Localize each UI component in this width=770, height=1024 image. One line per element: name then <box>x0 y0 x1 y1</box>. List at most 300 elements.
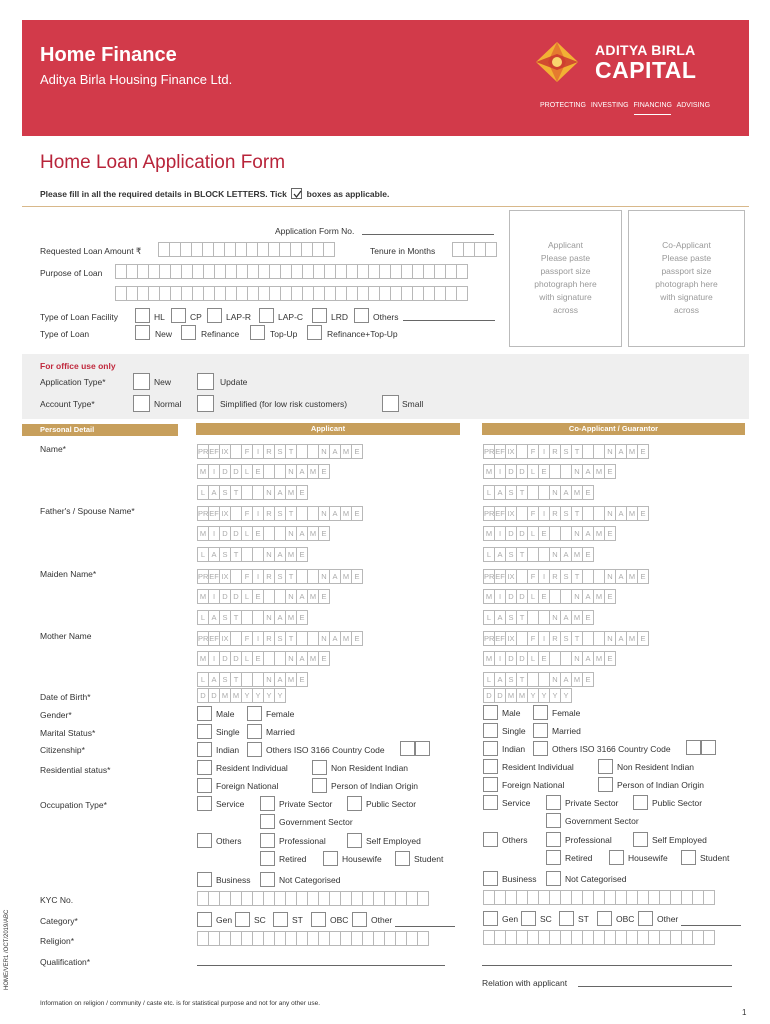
char-cell[interactable]: S <box>505 610 517 625</box>
char-cell[interactable]: T <box>230 672 242 687</box>
name-row-middle[interactable] <box>197 526 329 541</box>
char-cell[interactable]: M <box>593 464 605 479</box>
char-cell[interactable]: E <box>604 589 616 604</box>
char-cell[interactable]: E <box>637 631 649 646</box>
co-housewife-checkbox[interactable] <box>609 850 624 865</box>
co-religion-field[interactable] <box>483 930 714 945</box>
char-cell[interactable]: D <box>505 464 517 479</box>
char-cell[interactable]: N <box>263 547 275 562</box>
co-public-checkbox[interactable] <box>633 795 648 810</box>
char-cell[interactable]: A <box>494 547 506 562</box>
facility-lapc-checkbox[interactable] <box>259 308 274 323</box>
char-cell[interactable]: S <box>274 569 286 584</box>
char-cell[interactable]: M <box>571 672 583 687</box>
char-cell[interactable]: E <box>582 672 594 687</box>
app-male-checkbox[interactable] <box>197 706 212 721</box>
app-private-checkbox[interactable] <box>260 796 275 811</box>
app-religion-field[interactable] <box>197 931 428 946</box>
name-row-middle[interactable] <box>483 526 615 541</box>
char-cell[interactable]: E <box>637 569 649 584</box>
co-female-checkbox[interactable] <box>533 705 548 720</box>
char-cell[interactable]: N <box>318 569 330 584</box>
char-cell[interactable]: M <box>593 526 605 541</box>
char-cell[interactable]: M <box>197 651 209 666</box>
app-other-checkbox[interactable] <box>352 912 367 927</box>
acc-type-simplified-checkbox[interactable] <box>197 395 214 412</box>
char-cell[interactable]: I <box>538 569 550 584</box>
app-married-checkbox[interactable] <box>247 724 262 739</box>
char-cell[interactable]: T <box>230 485 242 500</box>
char-cell[interactable]: M <box>571 547 583 562</box>
char-cell[interactable]: M <box>307 651 319 666</box>
co-obc-checkbox[interactable] <box>597 911 612 926</box>
co-st-checkbox[interactable] <box>559 911 574 926</box>
char-cell[interactable]: N <box>549 547 561 562</box>
acc-type-small-checkbox[interactable] <box>382 395 399 412</box>
char-cell[interactable]: A <box>329 569 341 584</box>
char-cell[interactable]: M <box>593 589 605 604</box>
char-cell[interactable]: M <box>626 631 638 646</box>
app-obc-checkbox[interactable] <box>311 912 326 927</box>
app-business-checkbox[interactable] <box>197 872 212 887</box>
char-cell[interactable]: D <box>494 688 506 703</box>
facility-cp-checkbox[interactable] <box>171 308 186 323</box>
facility-hl-checkbox[interactable] <box>135 308 150 323</box>
char-cell[interactable]: E <box>604 526 616 541</box>
char-cell[interactable]: S <box>560 569 572 584</box>
char-cell[interactable]: I <box>494 651 506 666</box>
char-cell[interactable]: M <box>340 444 352 459</box>
name-row-middle[interactable] <box>197 589 329 604</box>
char-cell[interactable]: M <box>571 485 583 500</box>
char-cell[interactable]: D <box>230 651 242 666</box>
app-others-checkbox[interactable] <box>197 833 212 848</box>
co-sc-checkbox[interactable] <box>521 911 536 926</box>
char-cell[interactable]: EF <box>494 569 506 584</box>
name-row-first[interactable] <box>197 631 362 646</box>
char-cell[interactable]: M <box>483 526 495 541</box>
char-cell[interactable]: I <box>208 526 220 541</box>
char-cell[interactable]: D <box>208 688 220 703</box>
char-cell[interactable]: T <box>516 485 528 500</box>
char-cell[interactable]: T <box>516 610 528 625</box>
char-cell[interactable]: S <box>274 631 286 646</box>
char-cell[interactable]: N <box>571 651 583 666</box>
char-cell[interactable]: L <box>197 610 209 625</box>
facility-others-field[interactable] <box>403 320 495 321</box>
char-cell[interactable]: M <box>307 589 319 604</box>
char-cell[interactable]: M <box>197 589 209 604</box>
app-foreign-checkbox[interactable] <box>197 778 212 793</box>
char-cell[interactable]: N <box>263 485 275 500</box>
char-cell[interactable]: L <box>241 464 253 479</box>
co-nri-checkbox[interactable] <box>598 759 613 774</box>
char-cell[interactable]: S <box>219 672 231 687</box>
char-cell[interactable]: F <box>527 506 539 521</box>
char-cell[interactable]: T <box>285 506 297 521</box>
char-cell[interactable]: S <box>505 485 517 500</box>
co-student-checkbox[interactable] <box>681 850 696 865</box>
app-st-checkbox[interactable] <box>273 912 288 927</box>
char-cell[interactable]: T <box>285 569 297 584</box>
co-other-checkbox[interactable] <box>638 911 653 926</box>
char-cell[interactable]: E <box>351 506 363 521</box>
char-cell[interactable]: D <box>505 651 517 666</box>
char-cell[interactable]: A <box>560 485 572 500</box>
app-kyc-field[interactable] <box>197 891 428 906</box>
purpose-field-1[interactable] <box>115 264 467 279</box>
co-pio-checkbox[interactable] <box>598 777 613 792</box>
char-cell[interactable]: Y <box>274 688 286 703</box>
char-cell[interactable]: A <box>615 569 627 584</box>
char-cell[interactable]: S <box>274 444 286 459</box>
char-cell[interactable]: N <box>549 672 561 687</box>
char-cell[interactable]: A <box>494 672 506 687</box>
app-public-checkbox[interactable] <box>347 796 362 811</box>
char-cell[interactable]: I <box>538 506 550 521</box>
char-cell[interactable]: L <box>483 610 495 625</box>
char-cell[interactable]: Y <box>549 688 561 703</box>
name-row-first[interactable] <box>197 569 362 584</box>
char-cell[interactable]: T <box>285 444 297 459</box>
facility-lrd-checkbox[interactable] <box>312 308 327 323</box>
name-row-middle[interactable] <box>197 464 329 479</box>
char-cell[interactable]: IX <box>505 506 517 521</box>
char-cell[interactable]: E <box>296 485 308 500</box>
char-cell[interactable]: L <box>197 672 209 687</box>
char-cell[interactable]: M <box>626 444 638 459</box>
char-cell[interactable]: PR <box>483 444 495 459</box>
char-cell[interactable]: E <box>351 444 363 459</box>
name-row-last[interactable] <box>197 547 307 562</box>
char-cell[interactable]: D <box>516 651 528 666</box>
char-cell[interactable]: I <box>494 464 506 479</box>
name-row-middle[interactable] <box>483 589 615 604</box>
char-cell[interactable]: E <box>351 569 363 584</box>
char-cell[interactable]: A <box>560 672 572 687</box>
name-row-first[interactable] <box>197 444 362 459</box>
char-cell[interactable] <box>703 890 715 905</box>
char-cell[interactable]: PR <box>197 631 209 646</box>
char-cell[interactable]: N <box>604 506 616 521</box>
char-cell[interactable]: F <box>527 569 539 584</box>
app-resident-checkbox[interactable] <box>197 760 212 775</box>
co-self-employed-checkbox[interactable] <box>633 832 648 847</box>
char-cell[interactable]: I <box>252 444 264 459</box>
char-cell[interactable]: E <box>351 631 363 646</box>
name-row-last[interactable] <box>197 610 307 625</box>
name-row-first[interactable] <box>483 444 648 459</box>
char-cell[interactable]: R <box>549 569 561 584</box>
char-cell[interactable]: F <box>527 631 539 646</box>
char-cell[interactable]: S <box>505 547 517 562</box>
char-cell[interactable]: N <box>571 464 583 479</box>
type-topup-checkbox[interactable] <box>250 325 265 340</box>
char-cell[interactable]: D <box>219 651 231 666</box>
char-cell[interactable] <box>323 242 335 257</box>
name-row-first[interactable] <box>483 631 648 646</box>
dob-applicant-field[interactable] <box>197 688 285 703</box>
app-not-categorised-checkbox[interactable] <box>260 872 275 887</box>
char-cell[interactable]: A <box>560 610 572 625</box>
app-form-no-field[interactable] <box>362 234 494 235</box>
co-government-checkbox[interactable] <box>546 813 561 828</box>
char-cell[interactable]: M <box>285 547 297 562</box>
char-cell[interactable]: F <box>241 506 253 521</box>
char-cell[interactable]: I <box>252 506 264 521</box>
char-cell[interactable]: F <box>241 444 253 459</box>
char-cell[interactable]: A <box>329 631 341 646</box>
co-retired-checkbox[interactable] <box>546 850 561 865</box>
char-cell[interactable]: R <box>263 631 275 646</box>
co-professional-checkbox[interactable] <box>546 832 561 847</box>
co-resident-checkbox[interactable] <box>483 759 498 774</box>
relation-field[interactable] <box>578 986 732 987</box>
char-cell[interactable]: I <box>538 631 550 646</box>
app-single-checkbox[interactable] <box>197 724 212 739</box>
char-cell[interactable]: EF <box>208 569 220 584</box>
char-cell[interactable]: S <box>219 485 231 500</box>
co-gen-checkbox[interactable] <box>483 911 498 926</box>
name-row-last[interactable] <box>197 485 307 500</box>
qualification-applicant-field[interactable] <box>197 965 445 966</box>
name-row-first[interactable] <box>483 569 648 584</box>
char-cell[interactable]: D <box>516 464 528 479</box>
char-cell[interactable]: Y <box>263 688 275 703</box>
char-cell[interactable]: N <box>604 444 616 459</box>
char-cell[interactable]: T <box>571 506 583 521</box>
app-pio-checkbox[interactable] <box>312 778 327 793</box>
name-row-middle[interactable] <box>483 651 615 666</box>
applicant-photo-box[interactable]: Applicant Please paste passport size photograph here with signature across <box>509 210 622 347</box>
char-cell[interactable]: T <box>571 569 583 584</box>
char-cell[interactable]: Y <box>538 688 550 703</box>
acc-type-normal-checkbox[interactable] <box>133 395 150 412</box>
name-row-last[interactable] <box>483 547 593 562</box>
app-type-update-checkbox[interactable] <box>197 373 214 390</box>
co-not-categorised-checkbox[interactable] <box>546 871 561 886</box>
char-cell[interactable]: M <box>285 610 297 625</box>
char-cell[interactable]: D <box>197 688 209 703</box>
char-cell[interactable]: M <box>285 485 297 500</box>
char-cell[interactable]: PR <box>197 506 209 521</box>
app-self-employed-checkbox[interactable] <box>347 833 362 848</box>
char-cell[interactable]: N <box>571 526 583 541</box>
app-gen-checkbox[interactable] <box>197 912 212 927</box>
char-cell[interactable]: A <box>615 506 627 521</box>
char-cell[interactable] <box>417 931 429 946</box>
char-cell[interactable]: L <box>197 547 209 562</box>
char-cell[interactable] <box>417 891 429 906</box>
char-cell[interactable]: I <box>252 569 264 584</box>
char-cell[interactable]: R <box>549 631 561 646</box>
app-professional-checkbox[interactable] <box>260 833 275 848</box>
char-cell[interactable]: A <box>296 651 308 666</box>
char-cell[interactable]: D <box>516 589 528 604</box>
char-cell[interactable]: I <box>252 631 264 646</box>
char-cell[interactable]: A <box>296 464 308 479</box>
char-cell[interactable]: D <box>505 526 517 541</box>
app-indian-checkbox[interactable] <box>197 742 212 757</box>
char-cell[interactable]: E <box>637 506 649 521</box>
char-cell[interactable]: A <box>296 526 308 541</box>
requested-amount-field[interactable] <box>158 242 334 257</box>
char-cell[interactable] <box>703 930 715 945</box>
char-cell[interactable]: PR <box>197 444 209 459</box>
char-cell[interactable]: M <box>219 688 231 703</box>
co-male-checkbox[interactable] <box>483 705 498 720</box>
char-cell[interactable]: IX <box>219 444 231 459</box>
co-country-code-1[interactable] <box>686 740 701 755</box>
co-single-checkbox[interactable] <box>483 723 498 738</box>
char-cell[interactable]: EF <box>494 444 506 459</box>
char-cell[interactable]: IX <box>505 444 517 459</box>
char-cell[interactable]: L <box>241 589 253 604</box>
char-cell[interactable]: D <box>219 589 231 604</box>
char-cell[interactable]: L <box>527 526 539 541</box>
char-cell[interactable]: PR <box>483 631 495 646</box>
char-cell[interactable]: IX <box>219 569 231 584</box>
char-cell[interactable]: Y <box>527 688 539 703</box>
char-cell[interactable]: E <box>252 589 264 604</box>
char-cell[interactable]: A <box>274 672 286 687</box>
app-service-checkbox[interactable] <box>197 796 212 811</box>
char-cell[interactable]: D <box>230 464 242 479</box>
char-cell[interactable]: E <box>252 526 264 541</box>
facility-lapr-checkbox[interactable] <box>207 308 222 323</box>
char-cell[interactable]: S <box>274 506 286 521</box>
char-cell[interactable]: EF <box>208 506 220 521</box>
char-cell[interactable]: D <box>483 688 495 703</box>
char-cell[interactable]: N <box>604 631 616 646</box>
char-cell[interactable]: A <box>582 464 594 479</box>
char-cell[interactable]: E <box>318 589 330 604</box>
char-cell[interactable]: E <box>318 464 330 479</box>
char-cell[interactable]: T <box>230 610 242 625</box>
char-cell[interactable]: R <box>549 444 561 459</box>
char-cell[interactable]: N <box>285 464 297 479</box>
qualification-coapplicant-field[interactable] <box>482 965 732 966</box>
char-cell[interactable]: S <box>560 631 572 646</box>
char-cell[interactable]: A <box>296 589 308 604</box>
char-cell[interactable]: E <box>582 485 594 500</box>
char-cell[interactable]: A <box>208 610 220 625</box>
char-cell[interactable]: L <box>483 672 495 687</box>
char-cell[interactable]: M <box>571 610 583 625</box>
char-cell[interactable]: EF <box>494 631 506 646</box>
char-cell[interactable]: E <box>318 651 330 666</box>
char-cell[interactable]: T <box>571 631 583 646</box>
name-row-first[interactable] <box>197 506 362 521</box>
char-cell[interactable]: T <box>571 444 583 459</box>
char-cell[interactable]: EF <box>494 506 506 521</box>
name-row-last[interactable] <box>483 672 593 687</box>
char-cell[interactable]: L <box>527 589 539 604</box>
char-cell[interactable]: R <box>263 569 275 584</box>
app-others-country-checkbox[interactable] <box>247 742 262 757</box>
app-other-category-field[interactable] <box>395 926 455 927</box>
char-cell[interactable]: R <box>549 506 561 521</box>
char-cell[interactable]: IX <box>219 506 231 521</box>
app-country-code-1[interactable] <box>400 741 415 756</box>
char-cell[interactable]: A <box>274 485 286 500</box>
char-cell[interactable]: A <box>582 589 594 604</box>
char-cell[interactable]: A <box>208 547 220 562</box>
char-cell[interactable]: A <box>494 610 506 625</box>
char-cell[interactable]: R <box>263 444 275 459</box>
char-cell[interactable]: N <box>318 506 330 521</box>
char-cell[interactable]: E <box>252 464 264 479</box>
name-row-last[interactable] <box>483 485 593 500</box>
char-cell[interactable]: A <box>274 547 286 562</box>
co-foreign-checkbox[interactable] <box>483 777 498 792</box>
char-cell[interactable]: E <box>582 610 594 625</box>
char-cell[interactable]: T <box>516 672 528 687</box>
char-cell[interactable]: M <box>230 688 242 703</box>
char-cell[interactable]: D <box>219 464 231 479</box>
char-cell[interactable]: N <box>571 589 583 604</box>
app-sc-checkbox[interactable] <box>235 912 250 927</box>
char-cell[interactable]: S <box>219 547 231 562</box>
char-cell[interactable]: A <box>615 631 627 646</box>
char-cell[interactable]: N <box>263 672 275 687</box>
char-cell[interactable]: I <box>208 464 220 479</box>
char-cell[interactable]: A <box>208 672 220 687</box>
char-cell[interactable]: L <box>241 651 253 666</box>
char-cell[interactable]: Y <box>252 688 264 703</box>
char-cell[interactable]: D <box>230 589 242 604</box>
app-housewife-checkbox[interactable] <box>323 851 338 866</box>
char-cell[interactable]: E <box>637 444 649 459</box>
char-cell[interactable]: A <box>329 506 341 521</box>
char-cell[interactable]: F <box>527 444 539 459</box>
char-cell[interactable] <box>485 242 497 257</box>
char-cell[interactable]: I <box>208 589 220 604</box>
char-cell[interactable]: N <box>318 631 330 646</box>
char-cell[interactable]: L <box>197 485 209 500</box>
char-cell[interactable]: L <box>483 485 495 500</box>
app-type-new-checkbox[interactable] <box>133 373 150 390</box>
type-new-checkbox[interactable] <box>135 325 150 340</box>
char-cell[interactable]: M <box>340 631 352 646</box>
co-private-checkbox[interactable] <box>546 795 561 810</box>
char-cell[interactable]: M <box>197 464 209 479</box>
name-row-middle[interactable] <box>483 464 615 479</box>
char-cell[interactable]: I <box>494 526 506 541</box>
co-service-checkbox[interactable] <box>483 795 498 810</box>
char-cell[interactable]: N <box>549 610 561 625</box>
app-nri-checkbox[interactable] <box>312 760 327 775</box>
char-cell[interactable]: Y <box>560 688 572 703</box>
char-cell[interactable]: R <box>263 506 275 521</box>
char-cell[interactable]: A <box>582 526 594 541</box>
char-cell[interactable]: S <box>219 610 231 625</box>
app-government-checkbox[interactable] <box>260 814 275 829</box>
char-cell[interactable]: E <box>296 547 308 562</box>
co-others-checkbox[interactable] <box>483 832 498 847</box>
co-business-checkbox[interactable] <box>483 871 498 886</box>
char-cell[interactable]: M <box>340 569 352 584</box>
char-cell[interactable]: A <box>274 610 286 625</box>
char-cell[interactable]: Y <box>241 688 253 703</box>
char-cell[interactable]: A <box>560 547 572 562</box>
char-cell[interactable]: PR <box>483 506 495 521</box>
char-cell[interactable]: A <box>208 485 220 500</box>
type-refinance-topup-checkbox[interactable] <box>307 325 322 340</box>
char-cell[interactable]: L <box>527 464 539 479</box>
char-cell[interactable]: M <box>285 672 297 687</box>
coapplicant-photo-box[interactable]: Co-Applicant Please paste passport size photograph here with signature across <box>628 210 745 347</box>
